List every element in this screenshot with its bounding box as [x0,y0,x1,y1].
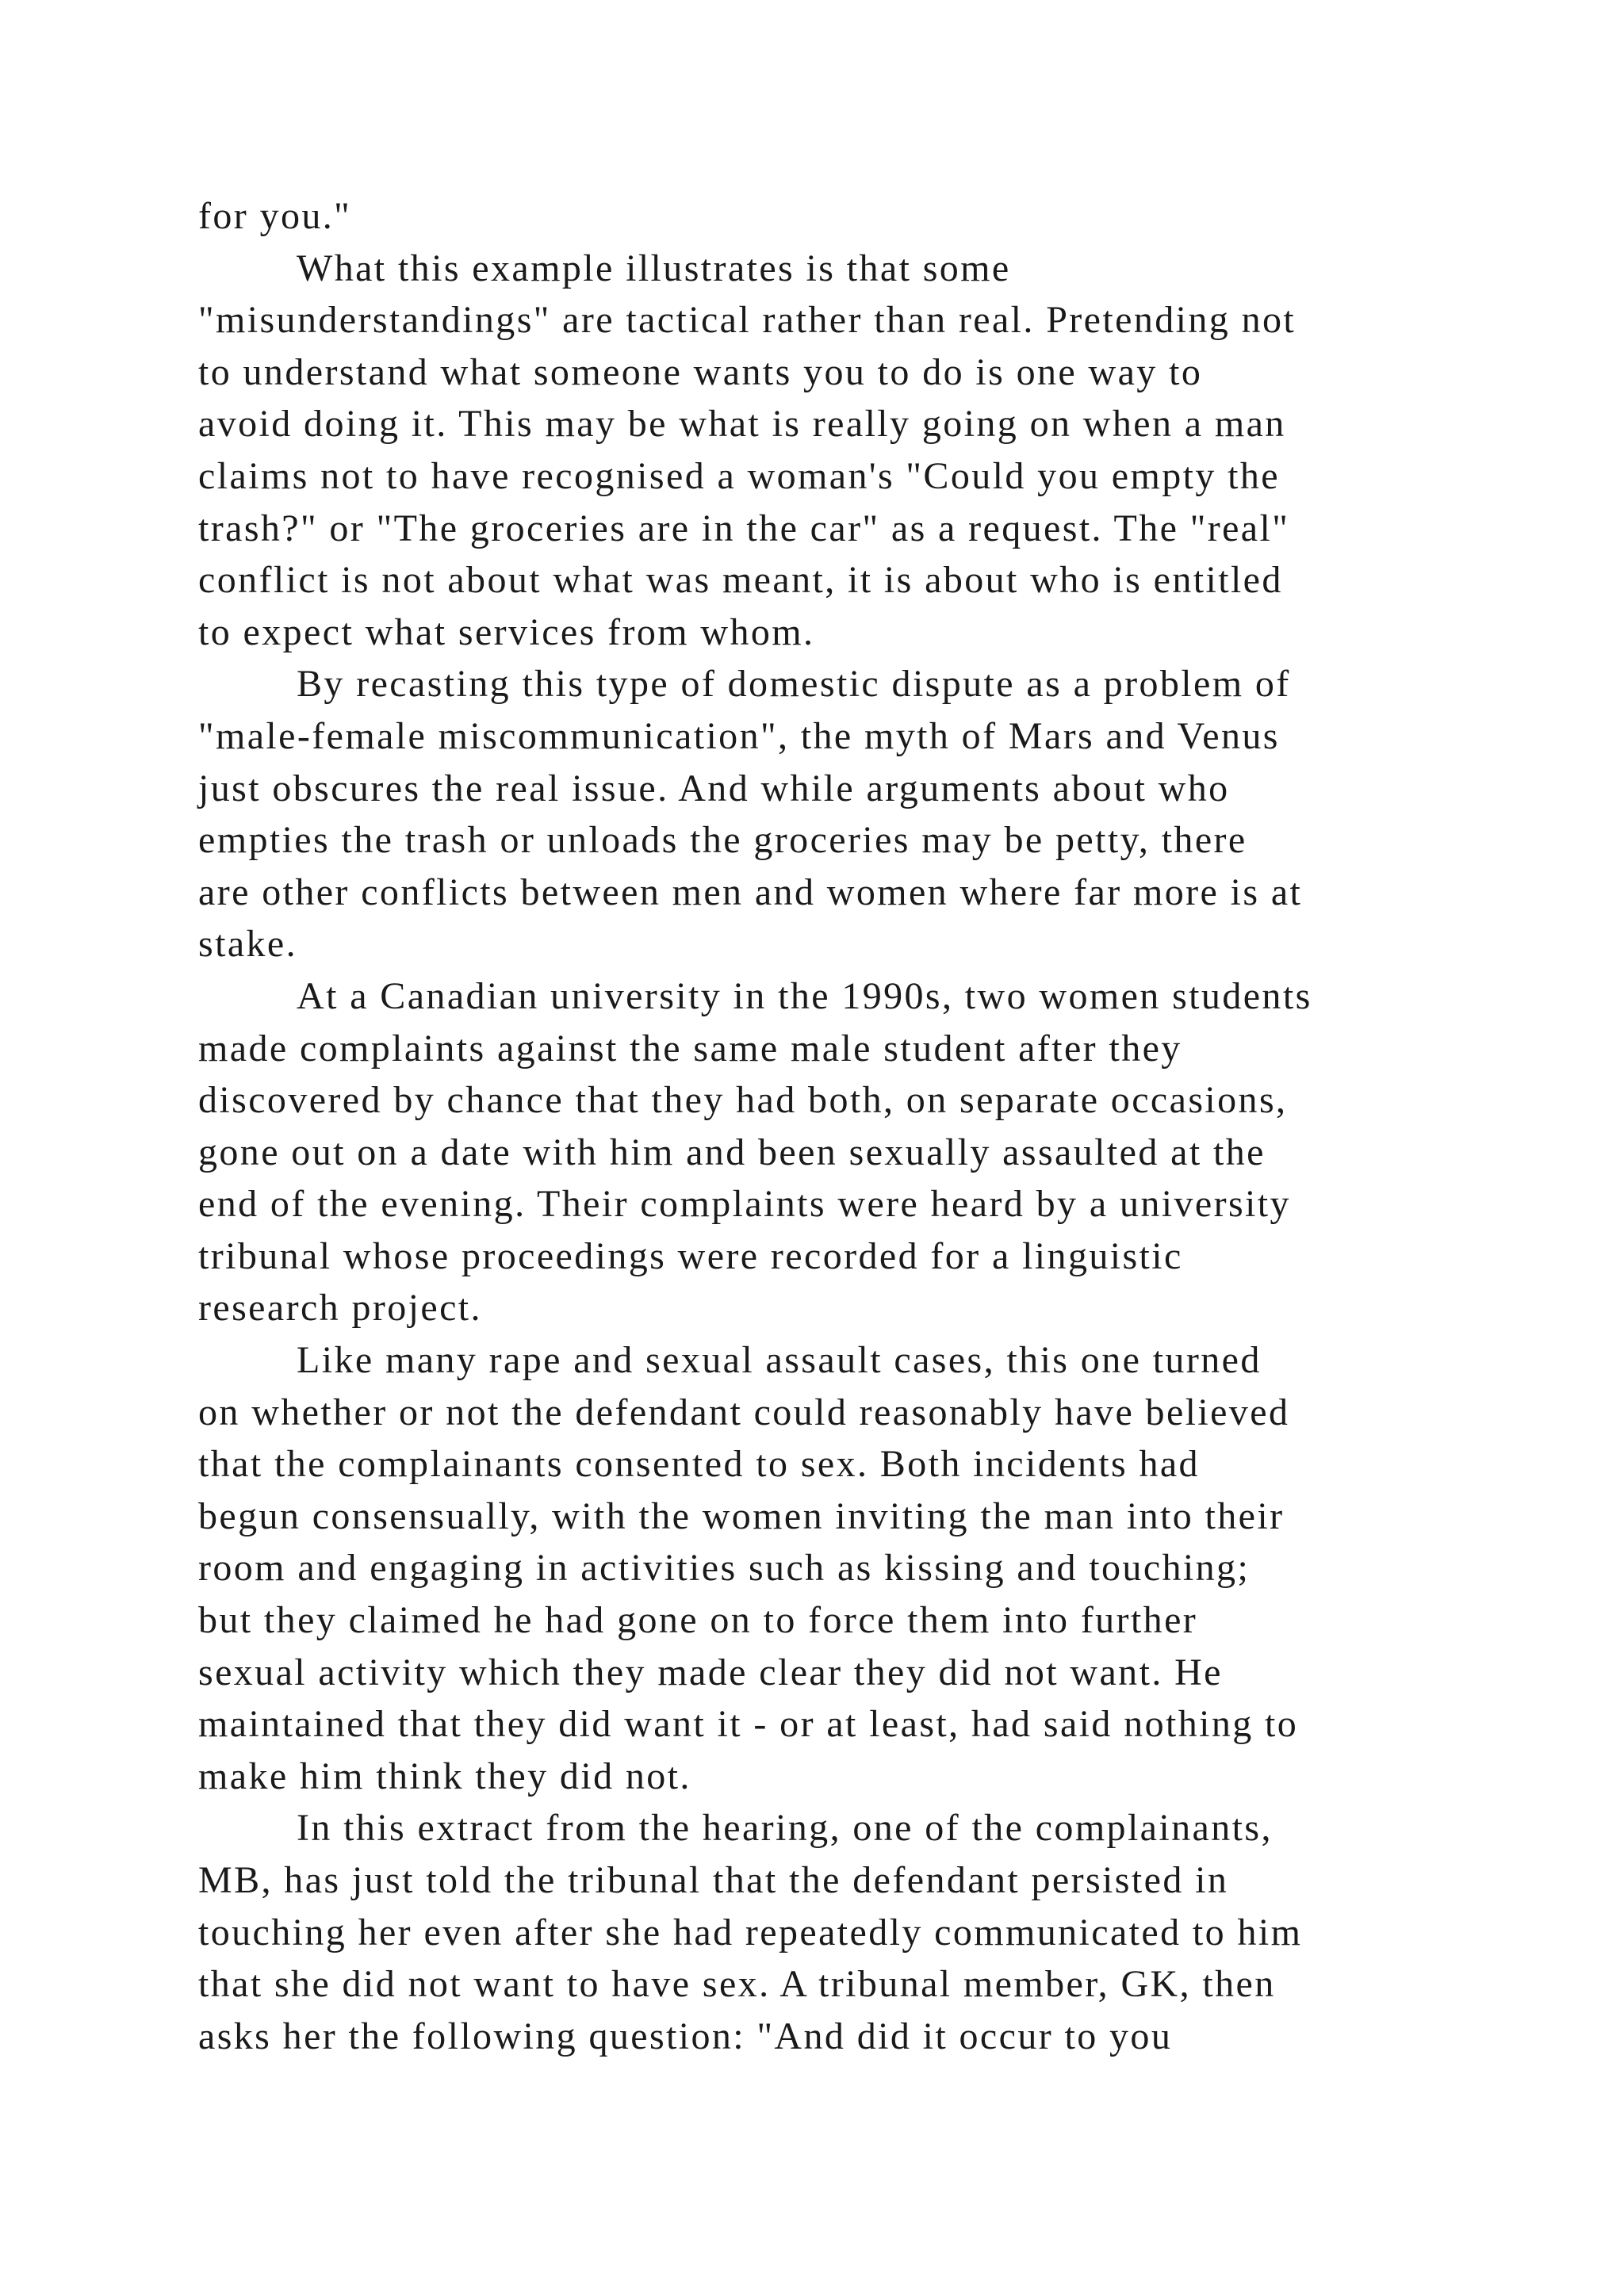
text-line: made complaints against the same male student after they [198,1027,1182,1070]
text-line: trash?" or "The groceries are in the car" as a request. The "real" [198,507,1290,549]
text-line: "misunderstandings" are tactical rather than real. Pretending not [198,299,1297,342]
text-line: asks her the following question: "And did it occur to you [198,2015,1173,2057]
text-line: on whether or not the defendant could reasonably have believed [198,1391,1290,1433]
text-line: are other conflicts between men and women where far more is at [198,871,1303,913]
text-line: room and engaging in activities such as kissing and touching; [198,1547,1251,1590]
text-line: "male-female miscommunication", the myth of Mars and Venus [198,714,1280,757]
text-line: claims not to have recognised a woman's "Could you empty the [198,454,1280,497]
paragraph-first-line: What this example illustrates is that some [297,247,1011,289]
paragraph-first-line: At a Canadian university in the 1990s, two women students [297,974,1312,1017]
text-line: just obscures the real issue. And while arguments about who [198,767,1230,809]
text-line: stake. [198,923,298,966]
paragraph-first-line: In this extract from the hearing, one of the complainants, [297,1807,1273,1850]
text-line: discovered by chance that they had both, on separate occasions, [198,1079,1288,1122]
text-line: maintained that they did want it - or at least, had said nothing to [198,1703,1299,1746]
text-line: begun consensually, with the women inviting the man into their [198,1494,1285,1537]
paragraph-first-line: Like many rape and sexual assault cases, this one turned [297,1339,1262,1382]
body-text [198,190,1499,2062]
text-line: but they claimed he had gone on to force them into further [198,1599,1198,1642]
paragraph-first-line: By recasting this type of domestic dispute as a problem of [297,663,1291,706]
text-line: end of the evening. Their complaints were heard by a university [198,1183,1291,1226]
text-line: tribunal whose proceedings were recorded for a linguistic [198,1234,1183,1277]
text-line: MB, has just told the tribunal that the defendant persisted in [198,1859,1229,1901]
text-line: that the complainants consented to sex. Both incidents had [198,1443,1200,1486]
text-line: to understand what someone wants you to do is one way to [198,350,1203,393]
text-line: touching her even after she had repeatedly communicated to him [198,1911,1303,1954]
text-line: empties the trash or unloads the groceries may be petty, there [198,819,1247,862]
text-line: research project. [198,1287,482,1330]
text-line: conflict is not about what was meant, it is about who is entitled [198,559,1283,602]
text-line: make him think they did not. [198,1755,691,1797]
text-line: for you." [198,195,352,237]
text-line: avoid doing it. This may be what is really going on when a man [198,403,1286,446]
text-line: sexual activity which they made clear they did not want. He [198,1651,1223,1693]
text-line: that she did not want to have sex. A tribunal member, GK, then [198,1963,1276,2006]
text-line: to expect what services from whom. [198,610,815,653]
text-line: gone out on a date with him and been sexually assaulted at the [198,1131,1266,1173]
